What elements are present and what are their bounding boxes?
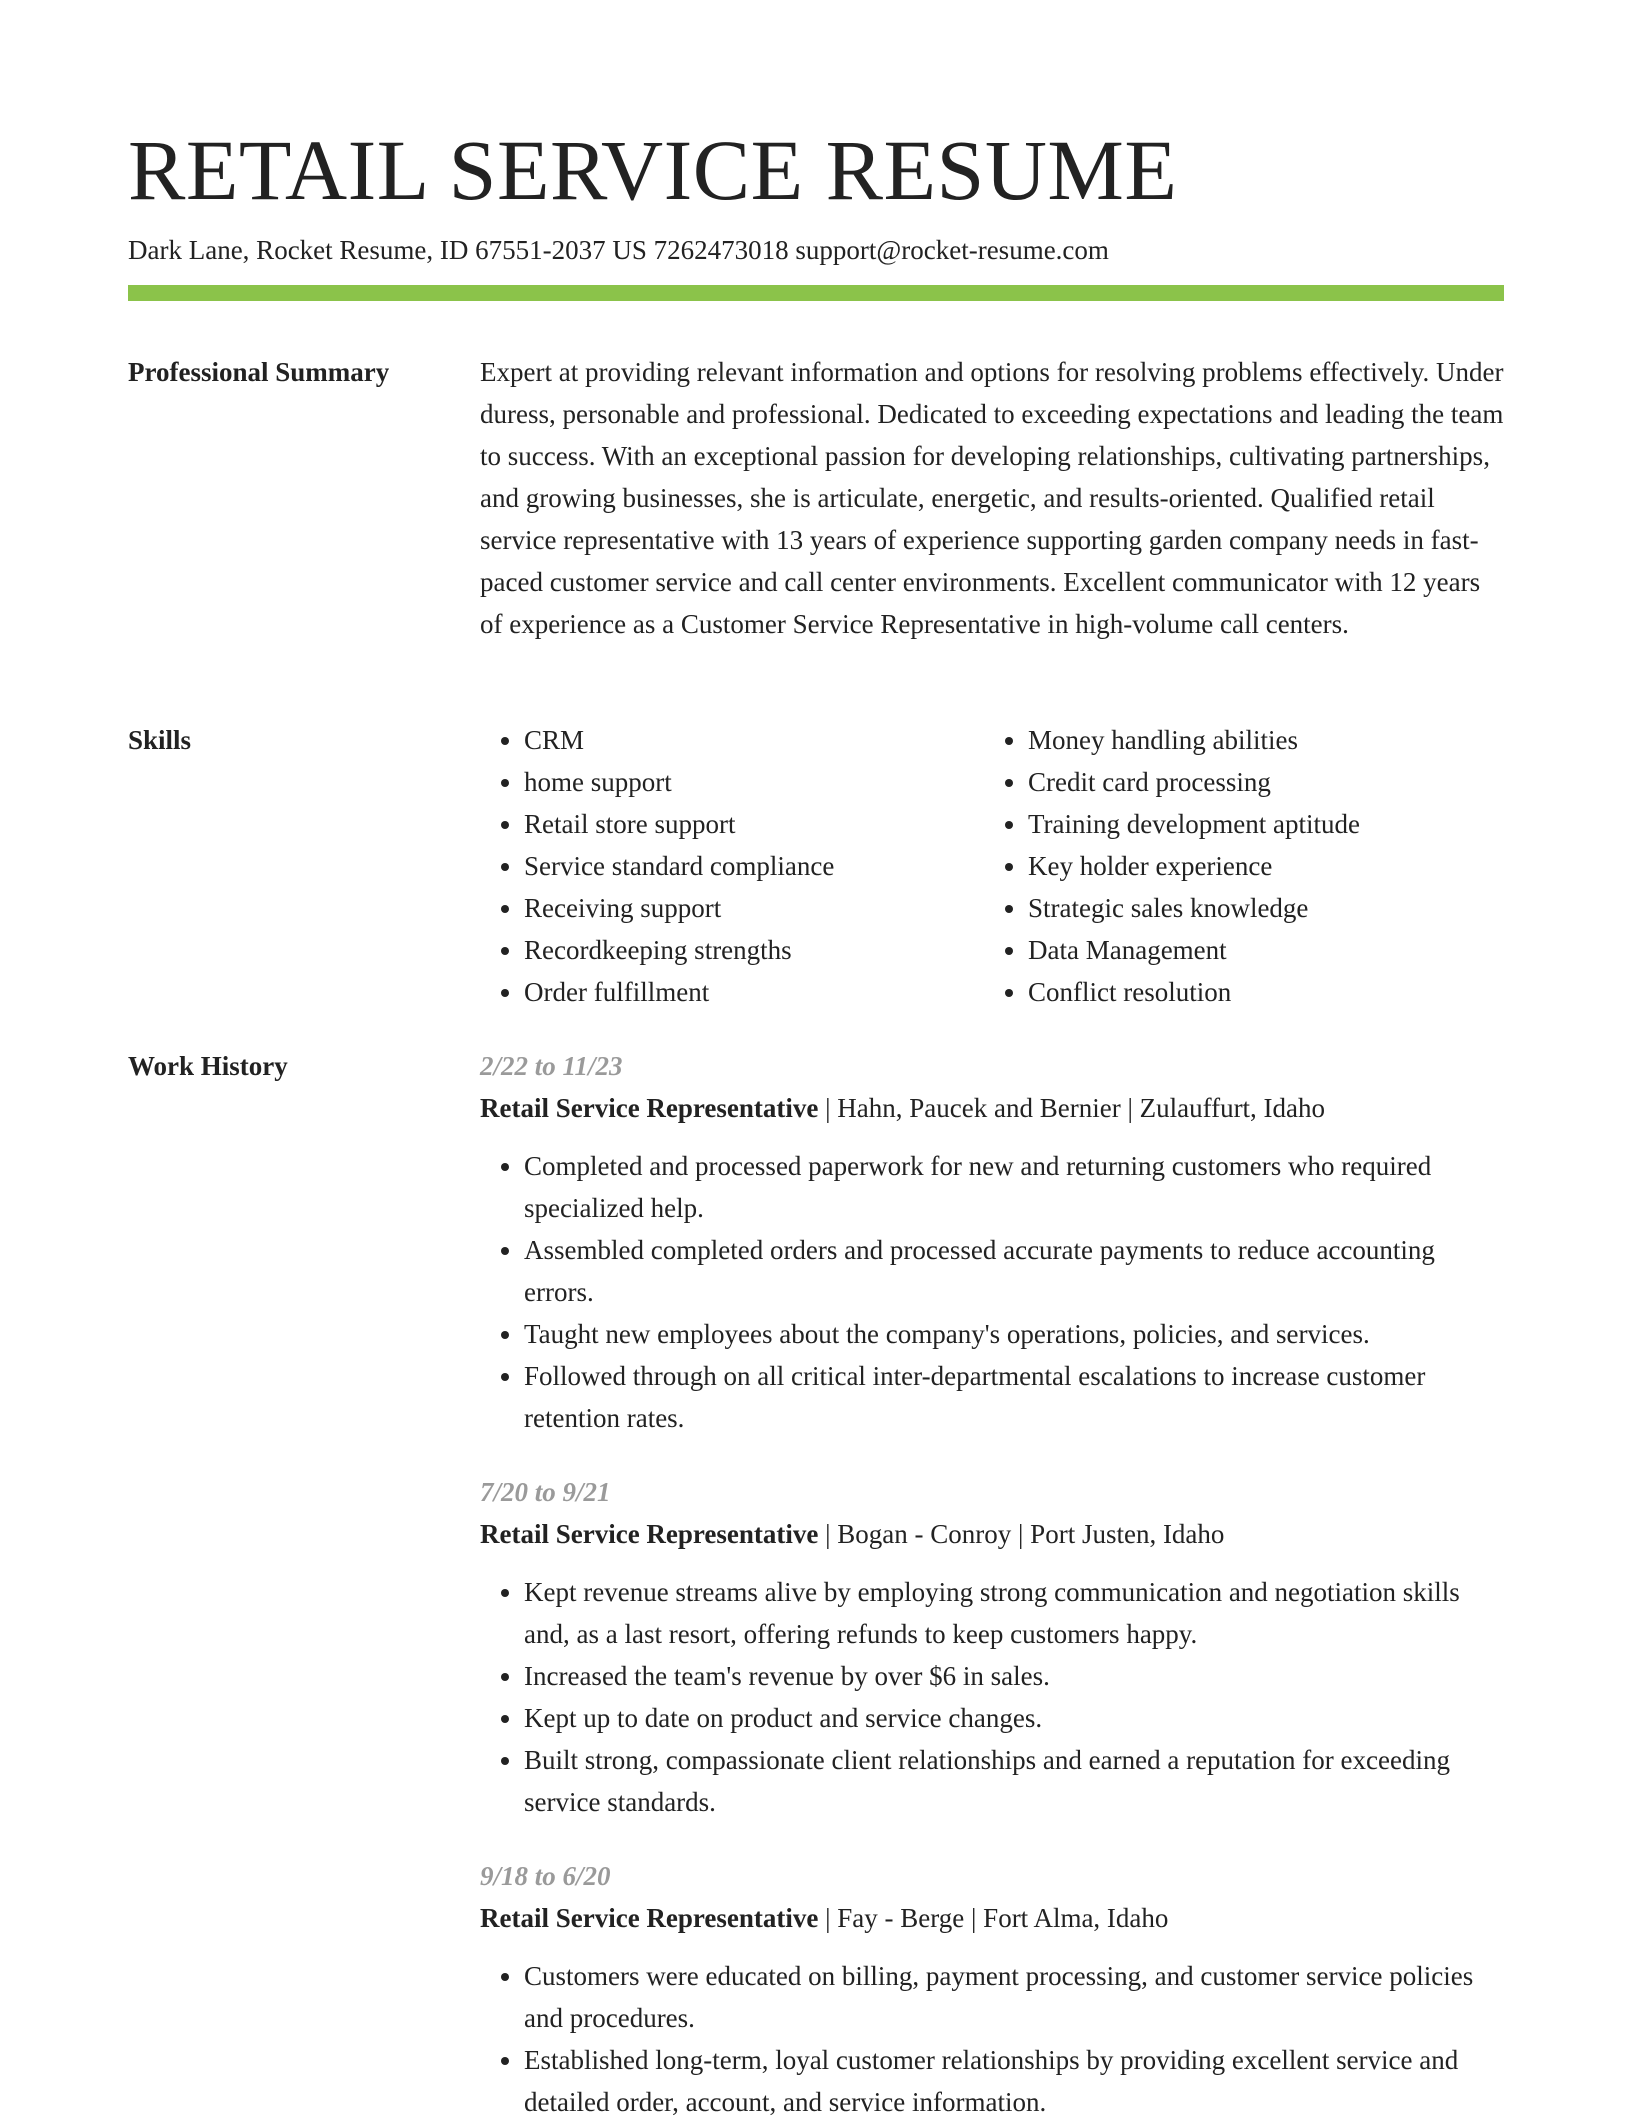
job-entry [480,1855,1504,2123]
skills-list-right [984,719,1504,1013]
skill-item: • Key holder experience [1028,845,1504,887]
skill-item: • CRM [524,719,984,761]
summary-heading: Professional Summary [128,357,390,387]
skill-item: • Order fulfillment [524,971,984,1013]
job-details: | Bogan - Conroy | Port Justen, Idaho [818,1519,1225,1549]
job-bullet: • Customers were educated on billing, payment processing, and customer service policies and procedures. [524,1955,1504,2039]
summary-text: Expert at providing relevant information and options for resolving problems effectively. Under duress, personable and professional. Dedicated to exceeding expectations and leading the team to success. With an exceptional passion for developing relationships, cultivating partnerships, and growing businesses, she is articulate, energetic, and results-oriented. Qualified retail service representative with 13 years of experience supporting garden company needs in fast-paced customer service and call center environments. Excellent communicator with 12 years of experience as a Customer Service Representative in high-volume call centers. [480,357,1504,639]
work-history-heading: Work History [128,1051,288,1081]
skill-item: • Training development aptitude [1028,803,1504,845]
contact-line: Dark Lane, Rocket Resume, ID 67551-2037 US 7262473018 support@rocket-resume.com [128,235,1109,265]
job-title-line [480,1897,1504,1939]
job-bullet: • Established long-term, loyal customer relationships by providing excellent service and detailed order, account, and service information. [524,2039,1504,2123]
resume-title: RETAIL SERVICE RESUME [128,122,1178,218]
job-bullets [480,1571,1504,1823]
summary-body [480,351,1504,645]
skill-item: • Recordkeeping strengths [524,929,984,971]
job-role: Retail Service Representative [480,1903,819,1933]
job-entry [480,1045,1504,1439]
skill-item: • Credit card processing [1028,761,1504,803]
skill-item: • Money handling abilities [1028,719,1504,761]
skill-item: • Retail store support [524,803,984,845]
job-bullet: • Taught new employees about the company's operations, policies, and services. [524,1313,1504,1355]
skills-list-left [480,719,984,1013]
skill-item: • Data Management [1028,929,1504,971]
job-bullet: • Kept revenue streams alive by employing strong communication and negotiation skills and, as a last resort, offering refunds to keep customers happy. [524,1571,1504,1655]
job-entry [480,1471,1504,1823]
skill-item: • Conflict resolution [1028,971,1504,1013]
job-title-line [480,1513,1504,1555]
job-bullet: • Followed through on all critical inter-departmental escalations to increase customer retention rates. [524,1355,1504,1439]
job-bullet: • Kept up to date on product and service changes. [524,1697,1504,1739]
job-dates: 9/18 to 6/20 [480,1861,611,1891]
job-bullets [480,1145,1504,1439]
skill-item: • Strategic sales knowledge [1028,887,1504,929]
job-details: | Fay - Berge | Fort Alma, Idaho [818,1903,1169,1933]
job-bullet: • Completed and processed paperwork for new and returning customers who required specialized help. [524,1145,1504,1229]
skill-item: • Receiving support [524,887,984,929]
job-title-line [480,1087,1504,1129]
skill-item: • home support [524,761,984,803]
job-bullets [480,1955,1504,2123]
job-role: Retail Service Representative [480,1519,819,1549]
job-dates: 7/20 to 9/21 [480,1477,611,1507]
job-bullet: • Assembled completed orders and processed accurate payments to reduce accounting errors. [524,1229,1504,1313]
job-dates: 2/22 to 11/23 [480,1051,623,1081]
job-role: Retail Service Representative [480,1093,819,1123]
job-bullet: • Increased the team's revenue by over $6 in sales. [524,1655,1504,1697]
job-bullet: • Built strong, compassionate client relationships and earned a reputation for exceeding service standards. [524,1739,1504,1823]
skill-item: • Service standard compliance [524,845,984,887]
job-details: | Hahn, Paucek and Bernier | Zulauffurt, Idaho [818,1093,1326,1123]
header-divider [128,285,1504,301]
skills-heading: Skills [128,725,192,755]
